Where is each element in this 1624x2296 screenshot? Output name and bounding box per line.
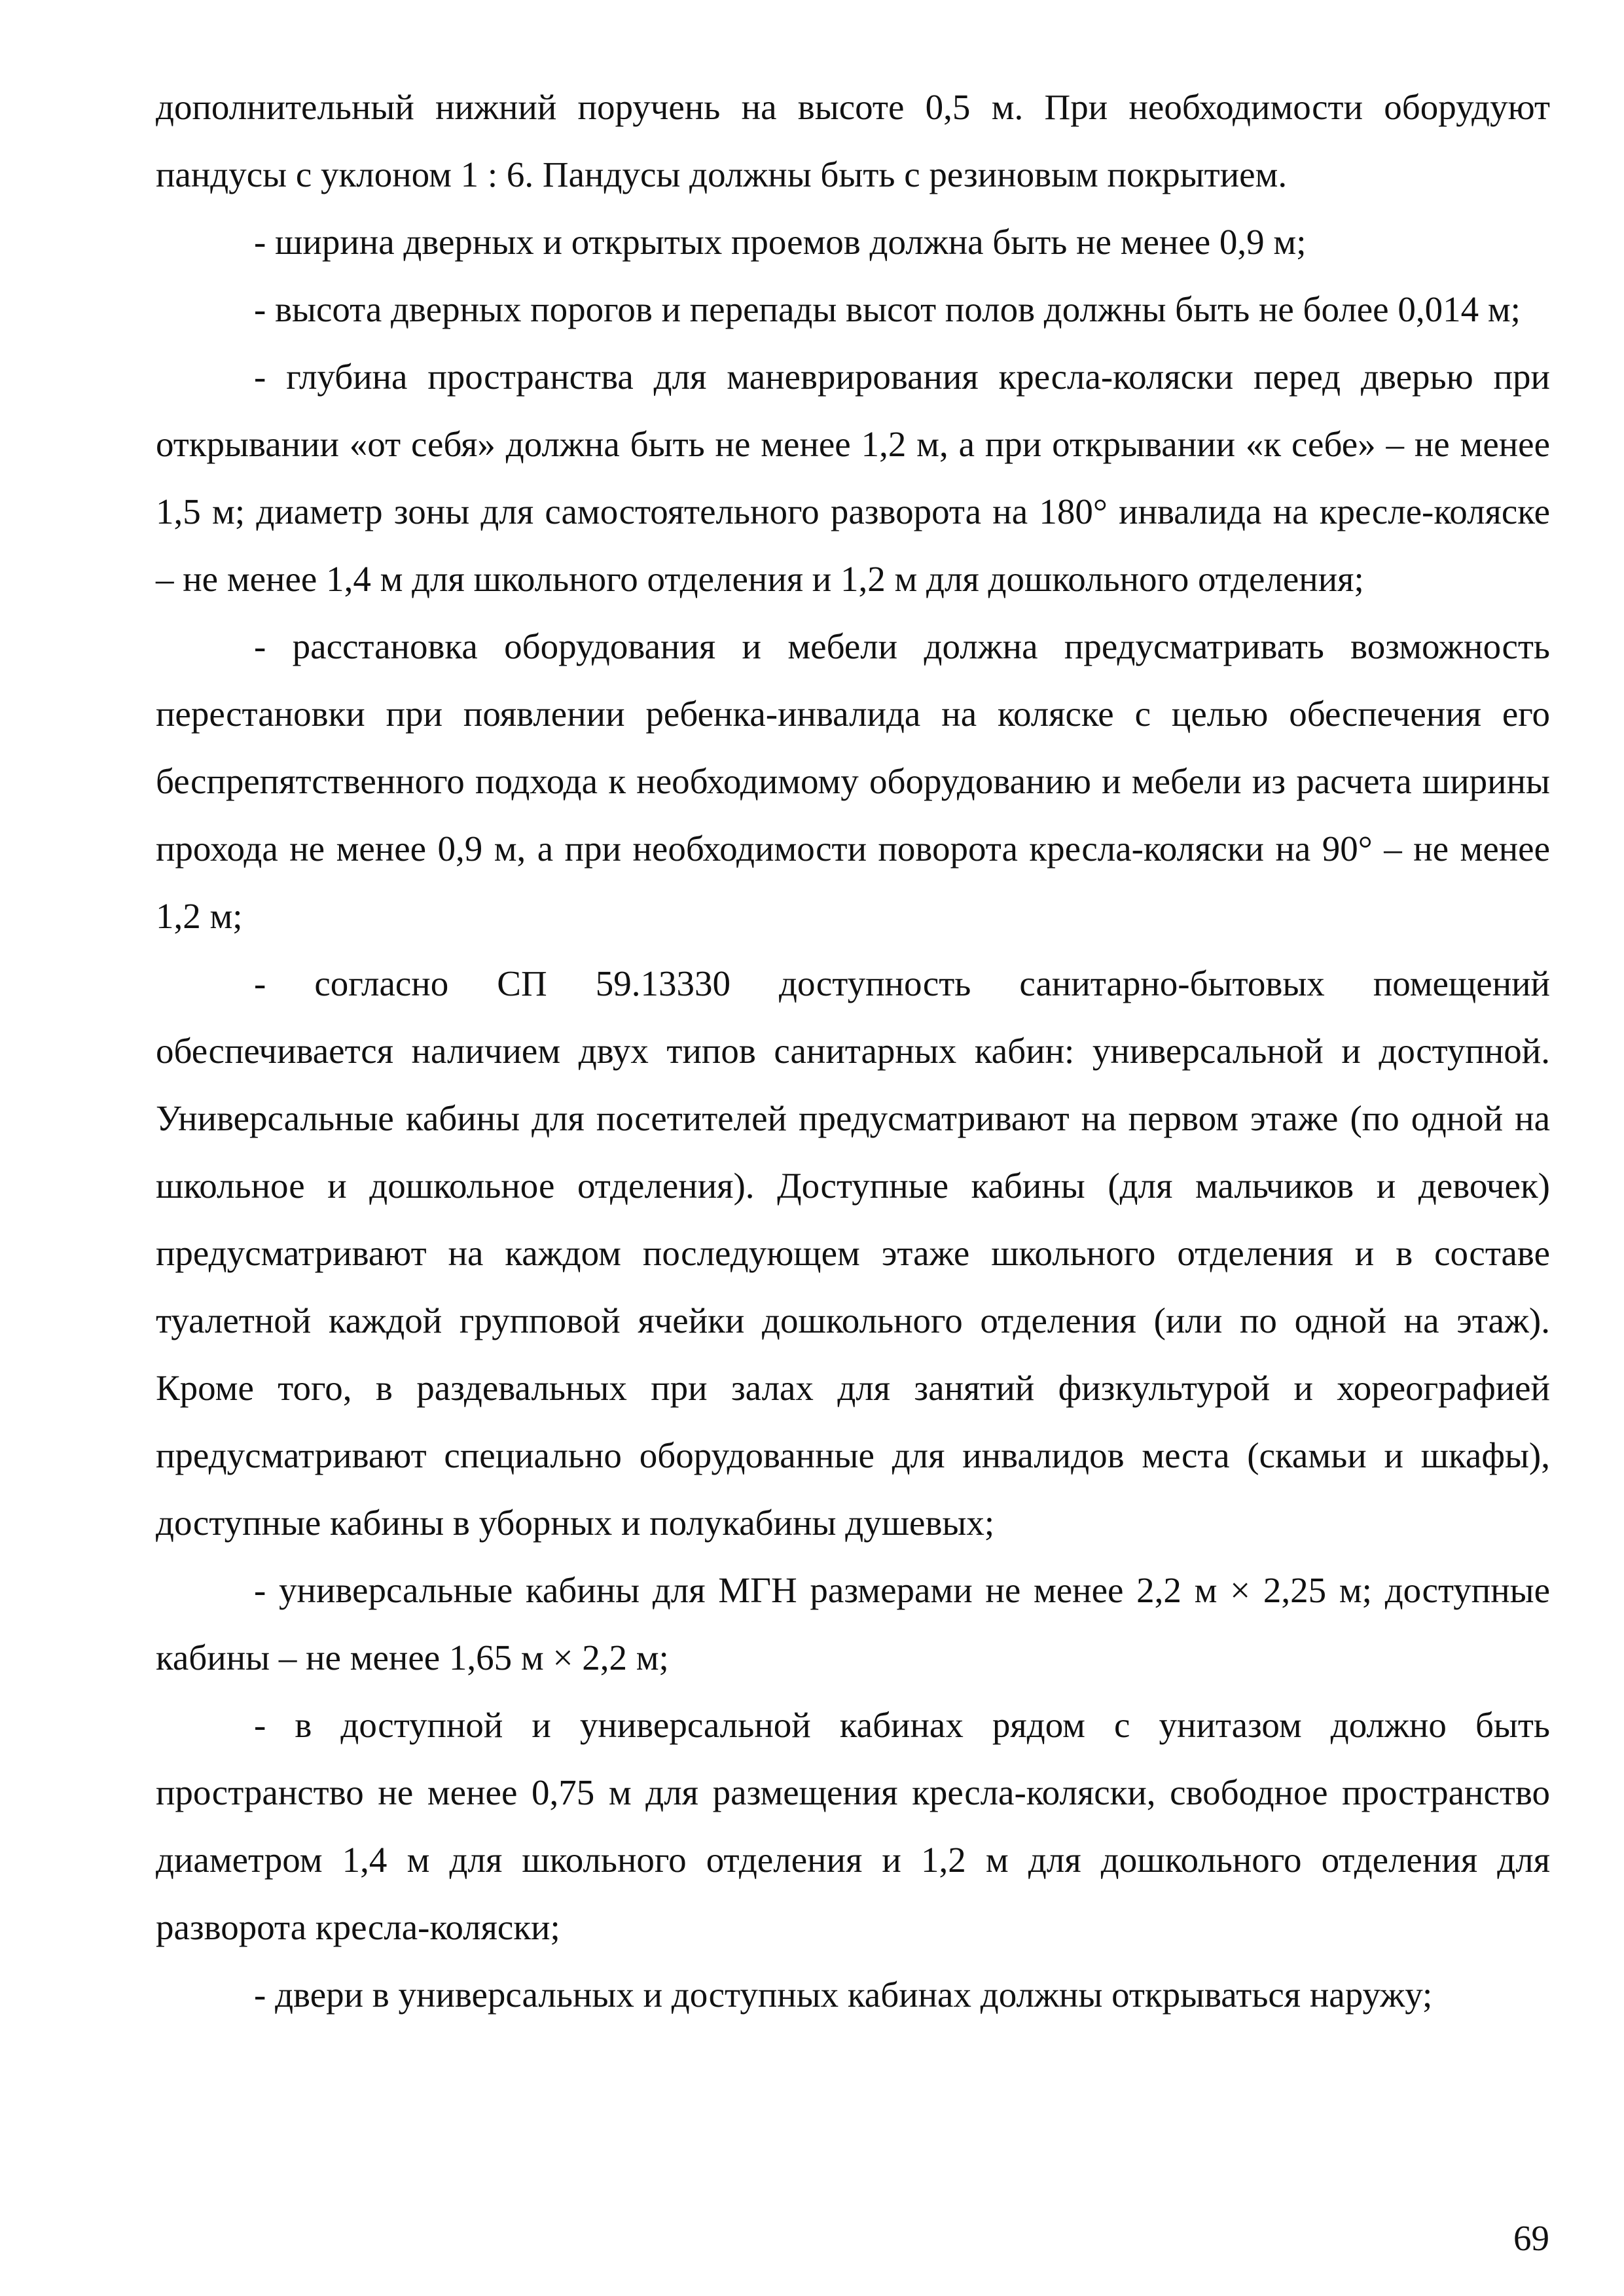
paragraph-handrail-ramps: дополнительный нижний поручень на высоте 0,5 м. При необходимости оборудуют пандусы с уклоном 1 : 6. Пандусы должны быть с резиновым покрытием.	[156, 87, 1550, 194]
paragraph-maneuvering-space: - глубина пространства для маневрирования кресла-коляски перед дверью при открывании «от себя» должна быть не менее 1,2 м, а при открывании «к себе» – не менее 1,5 м; диаметр зоны для самостоятельного разворота на 180° инвалида на кресле-коляске – не менее 1,4 м для школьного отделения и 1,2 м для дошкольного отделения;	[156, 357, 1550, 599]
page-number: 69	[1513, 2218, 1549, 2258]
paragraph-sanitary-cabins: - согласно СП 59.13330 доступность санитарно-бытовых помещений обеспечивается наличием двух типов санитарных кабин: универсальной и доступной. Универсальные кабины для посетителей предусматривают на первом этаже (по одной на школьное и дошкольное отделения). Доступные кабины (для мальчиков и девочек) предусматривают на каждом последующем этаже школьного отделения и в составе туалетной каждой групповой ячейки дошкольного отделения (или по одной на этаж). Кроме того, в раздевальных при залах для занятий физкультурой и хореографией предусматривают специально оборудованные для инвалидов места (скамьи и шкафы), доступные кабины в уборных и полукабины душевых;	[156, 963, 1550, 1543]
paragraph-wheelchair-space: - в доступной и универсальной кабинах рядом с унитазом должно быть пространство не менее 0,75 м для размещения кресла-коляски, свободное пространство диаметром 1,4 м для школьного отделения и 1,2 м для дошкольного отделения для разворота кресла-коляски;	[156, 1705, 1550, 1947]
page-body	[156, 73, 1550, 2028]
paragraph-door-width: - ширина дверных и открытых проемов должна быть не менее 0,9 м;	[254, 222, 1307, 262]
paragraph-threshold-height: - высота дверных порогов и перепады высот полов должны быть не более 0,014 м;	[254, 289, 1521, 329]
paragraph-cabin-sizes: - универсальные кабины для МГН размерами не менее 2,2 м × 2,25 м; доступные кабины – не менее 1,65 м × 2,2 м;	[156, 1570, 1550, 1677]
paragraph-cabin-doors: - двери в универсальных и доступных кабинах должны открываться наружу;	[254, 1975, 1433, 2015]
paragraph-furniture-arrangement: - расстановка оборудования и мебели должна предусматривать возможность перестановки при появлении ребенка-инвалида на коляске с целью обеспечения его беспрепятственного подхода к необходимому оборудованию и мебели из расчета ширины прохода не менее 0,9 м, а при необходимости поворота кресла-коляски на 90° – не менее 1,2 м;	[156, 626, 1550, 936]
